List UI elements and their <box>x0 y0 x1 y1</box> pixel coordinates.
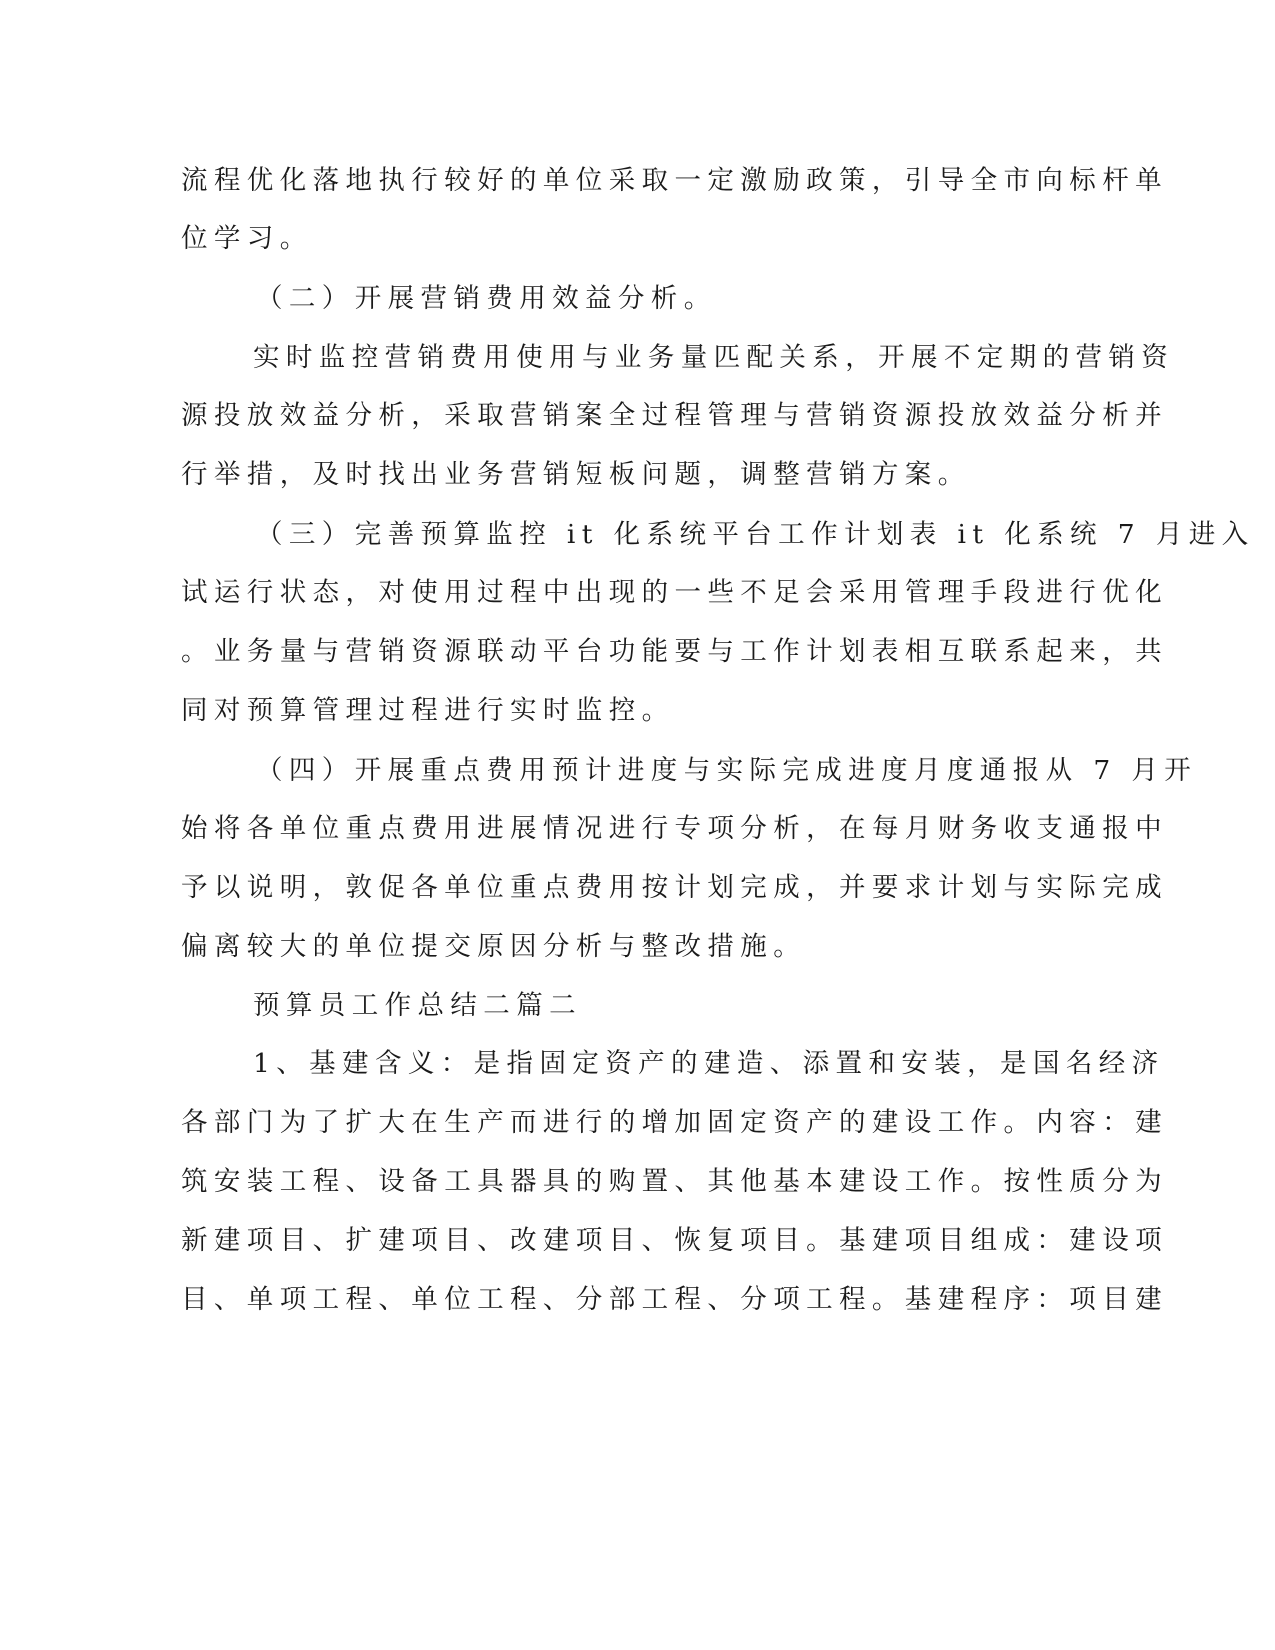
text-line: 位学习。 <box>181 223 313 254</box>
text-line: 筑安装工程、设备工具器具的购置、其他基本建设工作。按性质分为 <box>181 1166 1168 1197</box>
text-line: 源投放效益分析，采取营销案全过程管理与营销资源投放效益分析并 <box>181 400 1168 431</box>
subtitle: 预算员工作总结二篇二 <box>253 990 582 1021</box>
section-heading: （二）开展营销费用效益分析。 <box>256 283 717 314</box>
text-line: 目、单项工程、单位工程、分部工程、分项工程。基建程序：项目建 <box>181 1284 1168 1315</box>
text-line: 予以说明，敦促各单位重点费用按计划完成，并要求计划与实际完成 <box>181 872 1168 903</box>
text-line: 同对预算管理过程进行实时监控。 <box>181 695 675 726</box>
text-line: 流程优化落地执行较好的单位采取一定激励政策，引导全市向标杆单 <box>181 165 1168 196</box>
text-line: 新建项目、扩建项目、改建项目、恢复项目。基建项目组成：建设项 <box>181 1225 1168 1256</box>
text-line: 各部门为了扩大在生产而进行的增加固定资产的建设工作。内容：建 <box>181 1107 1168 1138</box>
text-line: 行举措，及时找出业务营销短板问题，调整营销方案。 <box>181 459 971 490</box>
text-line: 偏离较大的单位提交原因分析与整改措施。 <box>181 931 807 962</box>
text-line: 1、基建含义：是指固定资产的建造、添置和安装，是国名经济 <box>253 1048 1165 1079</box>
text-line: 始将各单位重点费用进展情况进行专项分析，在每月财务收支通报中 <box>181 813 1168 844</box>
text-line: 实时监控营销费用使用与业务量匹配关系，开展不定期的营销资 <box>253 342 1175 373</box>
text-line: 。业务量与营销资源联动平台功能要与工作计划表相互联系起来，共 <box>181 636 1168 667</box>
section-heading: （四）开展重点费用预计进度与实际完成进度月度通报从 7 月开 <box>256 755 1198 786</box>
text-line: 试运行状态，对使用过程中出现的一些不足会采用管理手段进行优化 <box>181 577 1168 608</box>
section-heading: （三）完善预算监控 it 化系统平台工作计划表 it 化系统 7 月进入 <box>256 519 1255 550</box>
